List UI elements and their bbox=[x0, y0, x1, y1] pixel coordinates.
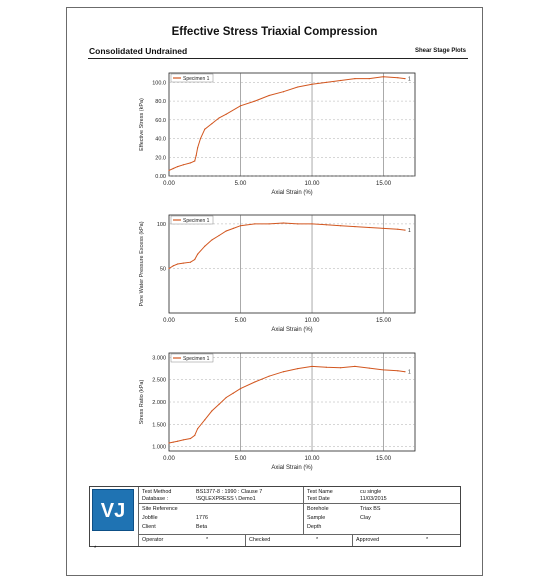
legend-label: Specimen 1 bbox=[183, 76, 210, 82]
footer-divider bbox=[138, 487, 139, 546]
data-point bbox=[240, 388, 241, 389]
data-point bbox=[283, 371, 284, 372]
x-tick-label: 5.00 bbox=[234, 181, 247, 187]
data-point bbox=[194, 259, 195, 260]
data-point bbox=[254, 381, 255, 382]
plots-label: Shear Stage Plots bbox=[414, 48, 466, 54]
data-point bbox=[326, 82, 327, 83]
data-point bbox=[183, 263, 184, 264]
test-method-label: Test Method bbox=[142, 489, 172, 495]
x-tick-label: 5.00 bbox=[234, 318, 247, 324]
report-page bbox=[66, 7, 483, 576]
data-point bbox=[404, 78, 405, 79]
data-point bbox=[283, 91, 284, 92]
x-tick-label: 15.00 bbox=[376, 456, 392, 462]
data-point bbox=[204, 129, 205, 130]
data-point bbox=[354, 78, 355, 79]
data-point bbox=[194, 435, 195, 436]
data-point bbox=[383, 369, 384, 370]
x-tick-label: 0.00 bbox=[163, 318, 175, 324]
header-rule bbox=[88, 58, 468, 59]
data-point bbox=[297, 86, 298, 87]
depth-label: Depth bbox=[307, 524, 322, 530]
database-value: \SQLEXPRESS \ Demo1 bbox=[196, 496, 256, 502]
data-point bbox=[269, 223, 270, 224]
x-tick-label: 10.00 bbox=[304, 181, 320, 187]
y-tick-label: 20.0 bbox=[155, 155, 166, 162]
data-point bbox=[211, 123, 212, 124]
footer-divider bbox=[303, 487, 304, 534]
data-point bbox=[183, 164, 184, 165]
data-point bbox=[197, 428, 198, 429]
data-point bbox=[340, 367, 341, 368]
data-point bbox=[383, 76, 384, 77]
data-point bbox=[240, 225, 241, 226]
test-date-value: 11/03/2015 bbox=[360, 496, 387, 502]
series-end-marker: 1 bbox=[407, 76, 411, 83]
series-end-marker: 1 bbox=[407, 228, 411, 235]
data-point bbox=[226, 397, 227, 398]
data-point bbox=[218, 117, 219, 118]
data-point bbox=[354, 366, 355, 367]
y-tick-label: 1.000 bbox=[152, 444, 166, 451]
series-end-marker: 1 bbox=[407, 369, 411, 376]
data-point bbox=[233, 392, 234, 393]
y-tick-label: 2.500 bbox=[152, 377, 166, 384]
footer-divider bbox=[245, 534, 246, 546]
report-footer bbox=[89, 486, 461, 547]
x-axis-label: Axial Strain (%) bbox=[271, 465, 313, 471]
y-tick-label: 80.0 bbox=[155, 99, 166, 106]
data-point bbox=[190, 162, 191, 163]
data-point bbox=[404, 230, 405, 231]
test-method-value: BS1377-8 : 1990 : Clause 7 bbox=[196, 489, 263, 495]
jobfile-label: Jobfile bbox=[142, 515, 158, 521]
data-point bbox=[397, 370, 398, 371]
footnote-bullet: * bbox=[94, 546, 97, 552]
data-point bbox=[183, 439, 184, 440]
report-subtitle: Consolidated Undrained bbox=[89, 46, 188, 56]
y-tick-label: 60.0 bbox=[155, 117, 166, 124]
effective-stress-chart bbox=[67, 61, 484, 221]
y-tick-label: 1.500 bbox=[152, 422, 166, 429]
operator-label: Operator bbox=[142, 537, 164, 543]
data-point bbox=[233, 228, 234, 229]
x-tick-label: 15.00 bbox=[376, 318, 392, 324]
data-point bbox=[254, 100, 255, 101]
x-tick-label: 15.00 bbox=[376, 181, 392, 187]
report-title: Effective Stress Triaxial Compression bbox=[171, 26, 378, 38]
data-point bbox=[254, 223, 255, 224]
data-point bbox=[297, 223, 298, 224]
client-label: Client bbox=[142, 524, 156, 530]
database-label: Database : bbox=[142, 496, 169, 502]
plot-area bbox=[169, 215, 415, 313]
y-tick-label: 2.000 bbox=[152, 400, 166, 406]
data-point bbox=[269, 376, 270, 377]
data-point bbox=[173, 265, 174, 266]
data-point bbox=[173, 441, 174, 442]
data-point bbox=[173, 168, 174, 169]
data-point bbox=[177, 263, 178, 264]
data-point bbox=[226, 230, 227, 231]
site-reference-label: Site Reference bbox=[142, 506, 178, 512]
data-point bbox=[197, 254, 198, 255]
x-tick-label: 10.00 bbox=[304, 318, 320, 324]
company-logo: VJ bbox=[92, 489, 134, 531]
data-point bbox=[190, 438, 191, 439]
data-point bbox=[196, 155, 197, 156]
data-point bbox=[177, 166, 178, 167]
y-axis-label: Effective Stress (kPa) bbox=[139, 98, 145, 151]
data-point bbox=[283, 222, 284, 223]
data-point bbox=[168, 170, 169, 171]
footer-divider bbox=[138, 503, 460, 504]
data-point bbox=[383, 228, 384, 229]
approved-label: Approved bbox=[356, 537, 380, 543]
sample-value: Clay bbox=[360, 515, 371, 521]
data-point bbox=[204, 419, 205, 420]
operator-value: * bbox=[206, 537, 209, 543]
approved-value: * bbox=[426, 537, 429, 543]
x-tick-label: 5.00 bbox=[234, 456, 247, 462]
data-point bbox=[326, 224, 327, 225]
data-point bbox=[168, 268, 169, 269]
data-point bbox=[404, 371, 405, 372]
pore-water-pressure-chart bbox=[67, 203, 484, 343]
x-tick-label: 0.00 bbox=[163, 181, 175, 187]
data-point bbox=[340, 225, 341, 226]
data-point bbox=[177, 441, 178, 442]
y-tick-label: 3.000 bbox=[152, 355, 166, 362]
legend-label: Specimen 1 bbox=[183, 218, 210, 224]
data-point bbox=[326, 367, 327, 368]
data-point bbox=[311, 366, 312, 367]
data-point bbox=[369, 227, 370, 228]
data-point bbox=[197, 147, 198, 148]
data-point bbox=[226, 114, 227, 115]
y-axis-label: Stress Ratio (kPa) bbox=[139, 379, 145, 425]
data-point bbox=[311, 223, 312, 224]
borehole-value: Triax BS bbox=[360, 506, 381, 512]
checked-label: Checked bbox=[249, 537, 271, 543]
data-point bbox=[354, 226, 355, 227]
x-axis-label: Axial Strain (%) bbox=[271, 327, 313, 333]
data-point bbox=[397, 229, 398, 230]
data-point bbox=[269, 95, 270, 96]
x-tick-label: 10.00 bbox=[304, 456, 320, 462]
data-point bbox=[200, 138, 201, 139]
data-point bbox=[204, 246, 205, 247]
footer-divider bbox=[352, 534, 353, 546]
data-point bbox=[297, 368, 298, 369]
checked-value: * bbox=[316, 537, 319, 543]
test-date-label: Test Date bbox=[307, 496, 330, 502]
y-tick-label: 0.00 bbox=[155, 174, 166, 180]
y-tick-label: 100 bbox=[156, 221, 166, 228]
data-point bbox=[240, 105, 241, 106]
jobfile-value: 1776 bbox=[196, 515, 208, 521]
y-tick-label: 50 bbox=[159, 266, 166, 273]
sample-label: Sample bbox=[307, 515, 326, 521]
x-axis-label: Axial Strain (%) bbox=[271, 190, 313, 196]
test-name-value: cu single bbox=[360, 489, 382, 495]
client-value: Beta bbox=[196, 524, 208, 530]
data-point bbox=[369, 78, 370, 79]
data-point bbox=[218, 235, 219, 236]
stress-ratio-chart bbox=[67, 341, 484, 481]
y-tick-label: 40.0 bbox=[155, 136, 166, 143]
data-point bbox=[194, 160, 195, 161]
y-axis-label: Pore Water Pressure Excess (kPa) bbox=[139, 221, 145, 307]
borehole-label: Borehole bbox=[307, 506, 329, 512]
data-point bbox=[211, 239, 212, 240]
data-point bbox=[397, 77, 398, 78]
test-name-label: Test Name bbox=[307, 489, 333, 495]
data-point bbox=[218, 404, 219, 405]
data-point bbox=[369, 368, 370, 369]
data-point bbox=[211, 410, 212, 411]
legend-label: Specimen 1 bbox=[183, 356, 210, 362]
y-tick-label: 100.0 bbox=[152, 80, 166, 87]
data-point bbox=[311, 84, 312, 85]
data-point bbox=[168, 442, 169, 443]
x-tick-label: 0.00 bbox=[163, 456, 175, 462]
data-point bbox=[190, 262, 191, 263]
footer-divider bbox=[138, 534, 460, 535]
data-point bbox=[340, 80, 341, 81]
